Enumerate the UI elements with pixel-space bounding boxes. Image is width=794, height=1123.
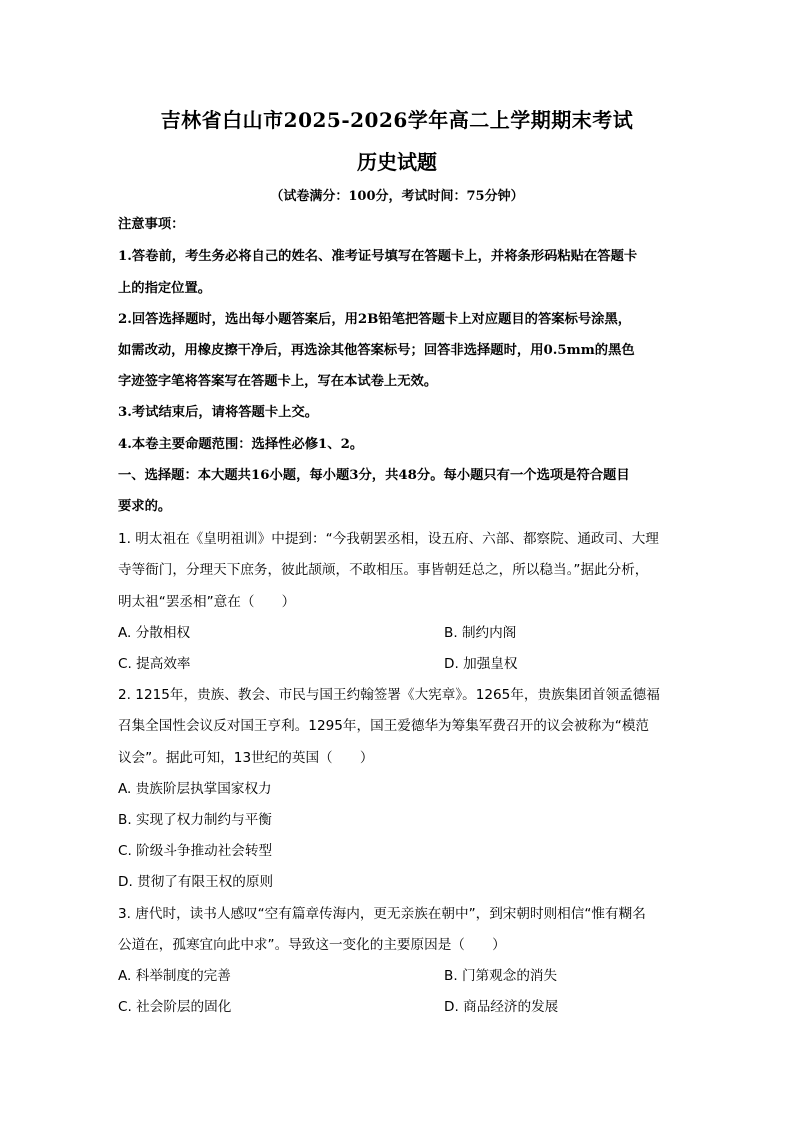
notes-line: 2.回答选择题时，选出每小题答案后，用2B铅笔把答题卡上对应题目的答案标号涂黑， (118, 312, 632, 327)
question-1-option-c: C. 提高效率 (118, 656, 191, 672)
question-1-line: 寺等衙门，分理天下庶务，彼此颉颃，不敢相压。事皆朝廷总之，所以稳当。”据此分析， (118, 562, 649, 578)
notes-line: 字迹签字笔将答案写在答题卡上，写在本试卷上无效。 (118, 374, 438, 389)
question-1-option-d: D. 加强皇权 (444, 656, 518, 672)
exam-info: （试卷满分：100分，考试时间：75分钟） (270, 189, 524, 204)
question-1-option-b: B. 制约内阁 (444, 625, 517, 641)
question-3-option-b: B. 门第观念的消失 (444, 968, 558, 984)
exam-title: 吉林省白山市2025-2026学年高二上学期期末考试 (160, 108, 634, 132)
question-1-option-a: A. 分散相权 (118, 625, 191, 641)
question-3-line: 公道在，孤寒宜向此中求”。导致这一变化的主要原因是（ ） (118, 937, 506, 953)
question-1-line: 明太祖“罢丞相”意在（ ） (118, 594, 296, 610)
notes-line: 4.本卷主要命题范围：选择性必修1、2。 (118, 437, 364, 452)
question-3-option-a: A. 科举制度的完善 (118, 968, 231, 984)
question-2-line: 2. 1215年，贵族、教会、市民与国王约翰签署《大宪章》。1265年，贵族集团首领孟德福 (118, 687, 660, 703)
notes-line: 1.答卷前，考生务必将自己的姓名、准考证号填写在答题卡上，并将条形码粘贴在答题卡 (118, 249, 638, 264)
notes-line: 3.考试结束后，请将答题卡上交。 (118, 405, 319, 420)
section-heading: 要求的。 (118, 499, 172, 514)
notes-heading: 注意事项： (118, 217, 185, 232)
question-2-line: 召集全国性会议反对国王亨利。1295年，国王爱德华为筹集军费召开的议会被称为“模范 (118, 718, 650, 734)
question-3-line: 3. 唐代时，读书人感叹“空有篇章传海内，更无亲族在朝中”，到宋朝时则相信“惟有糊名 (118, 906, 646, 922)
exam-subtitle: 历史试题 (357, 150, 437, 174)
question-2-option-d: D. 贯彻了有限王权的原则 (118, 874, 274, 890)
question-3-option-c: C. 社会阶层的固化 (118, 999, 232, 1015)
section-heading: 一、选择题：本大题共16小题，每小题3分，共48分。每小题只有一个选项是符合题目 (118, 468, 630, 483)
question-2-option-b: B. 实现了权力制约与平衡 (118, 812, 272, 828)
question-2-option-a: A. 贵族阶层执掌国家权力 (118, 781, 272, 797)
question-3-option-d: D. 商品经济的发展 (444, 999, 559, 1015)
question-1-line: 1. 明太祖在《皇明祖训》中提到：“今我朝罢丞相，设五府、六部、都察院、通政司、大理 (118, 531, 659, 547)
notes-line: 上的指定位置。 (118, 281, 212, 296)
question-2-option-c: C. 阶级斗争推动社会转型 (118, 843, 273, 859)
question-2-line: 议会”。据此可知，13世纪的英国（ ） (118, 750, 374, 766)
notes-line: 如需改动，用橡皮擦干净后，再选涂其他答案标号；回答非选择题时，用0.5mm的黑色 (118, 343, 635, 358)
